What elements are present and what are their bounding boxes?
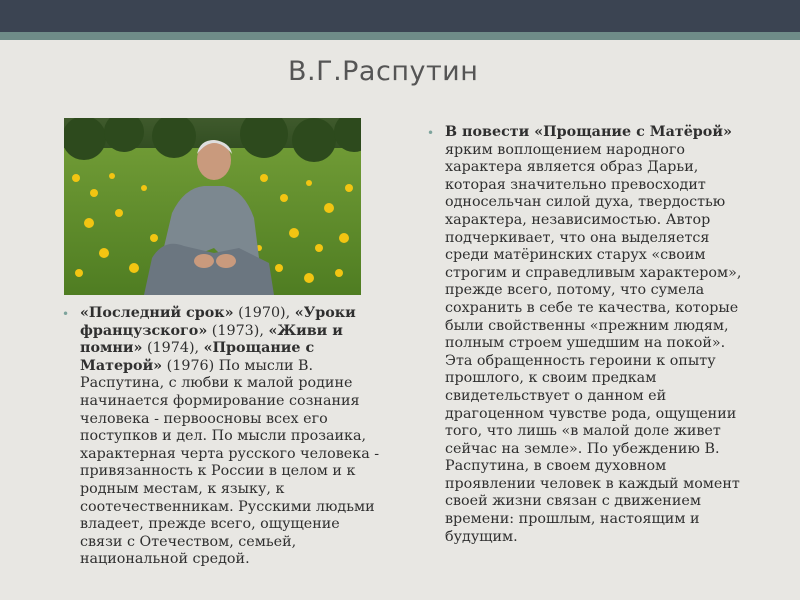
- work-year: (1976): [162, 357, 219, 374]
- top-bar: [0, 0, 800, 32]
- portrait-photo-icon: [64, 118, 361, 295]
- work-year: (1974),: [142, 340, 204, 357]
- bullet-item-proshchanie: [427, 124, 757, 546]
- work-title: «Прощание с Матерой»: [80, 340, 315, 374]
- left-column: [62, 305, 384, 569]
- bullet-icon: •: [427, 126, 435, 140]
- work-title: «Живи и помни»: [80, 322, 343, 357]
- work-title: «Уроки французского»: [80, 305, 356, 339]
- top-stripe: [0, 32, 800, 40]
- work-title: «Последний срок»: [80, 305, 234, 321]
- lead-text: В повести «Прощание с Матёрой»: [445, 124, 732, 140]
- bullet-icon: •: [62, 307, 70, 321]
- bullet-text: [445, 124, 741, 545]
- paragraph-text: ярким воплощением народного характера является образ Дарьи, которая значительно превосходит односельчан силой духа, твердостью характера, независимостью. Автор подчеркивает, что она выделяется среди матёринских старух «своим строгим и справедливым характером», прежде всего, потому, что сумела сохранить в себе те качества, которые были свойственны «прежним людям, полным строем ушедшим на покой». Эта обращенность героини к опыту прошлого, к своим предкам свидетельствует о данном ей драгоценном чувстве рода, ощущении того, что лишь «в малой доле живет сейчас на земле». По убеждению В. Распутина, в своем духовном проявлении человек в каждый момент своей жизни связан с движением времени: прошлым, настоящим и будущим.: [445, 141, 742, 545]
- bullet-text: [80, 305, 379, 567]
- work-year: (1970),: [233, 305, 295, 321]
- right-column: [427, 124, 757, 546]
- work-year: (1973),: [207, 322, 269, 339]
- paragraph-text: По мысли В. Распутина, с любви к малой родине начинается формирование сознания человека - первоосновы всех его поступков и дел. По мысли прозаика, характерная черта русского человека - привязанность к России в целом и к родным местам, к языку, к соотечественникам. Русскими людьми владеет, прежде всего, ощущение связи с Отечеством, семьей, национальной средой.: [80, 357, 380, 568]
- bullet-item-works: [62, 305, 384, 569]
- page-title: В.Г.Распутин: [288, 56, 479, 87]
